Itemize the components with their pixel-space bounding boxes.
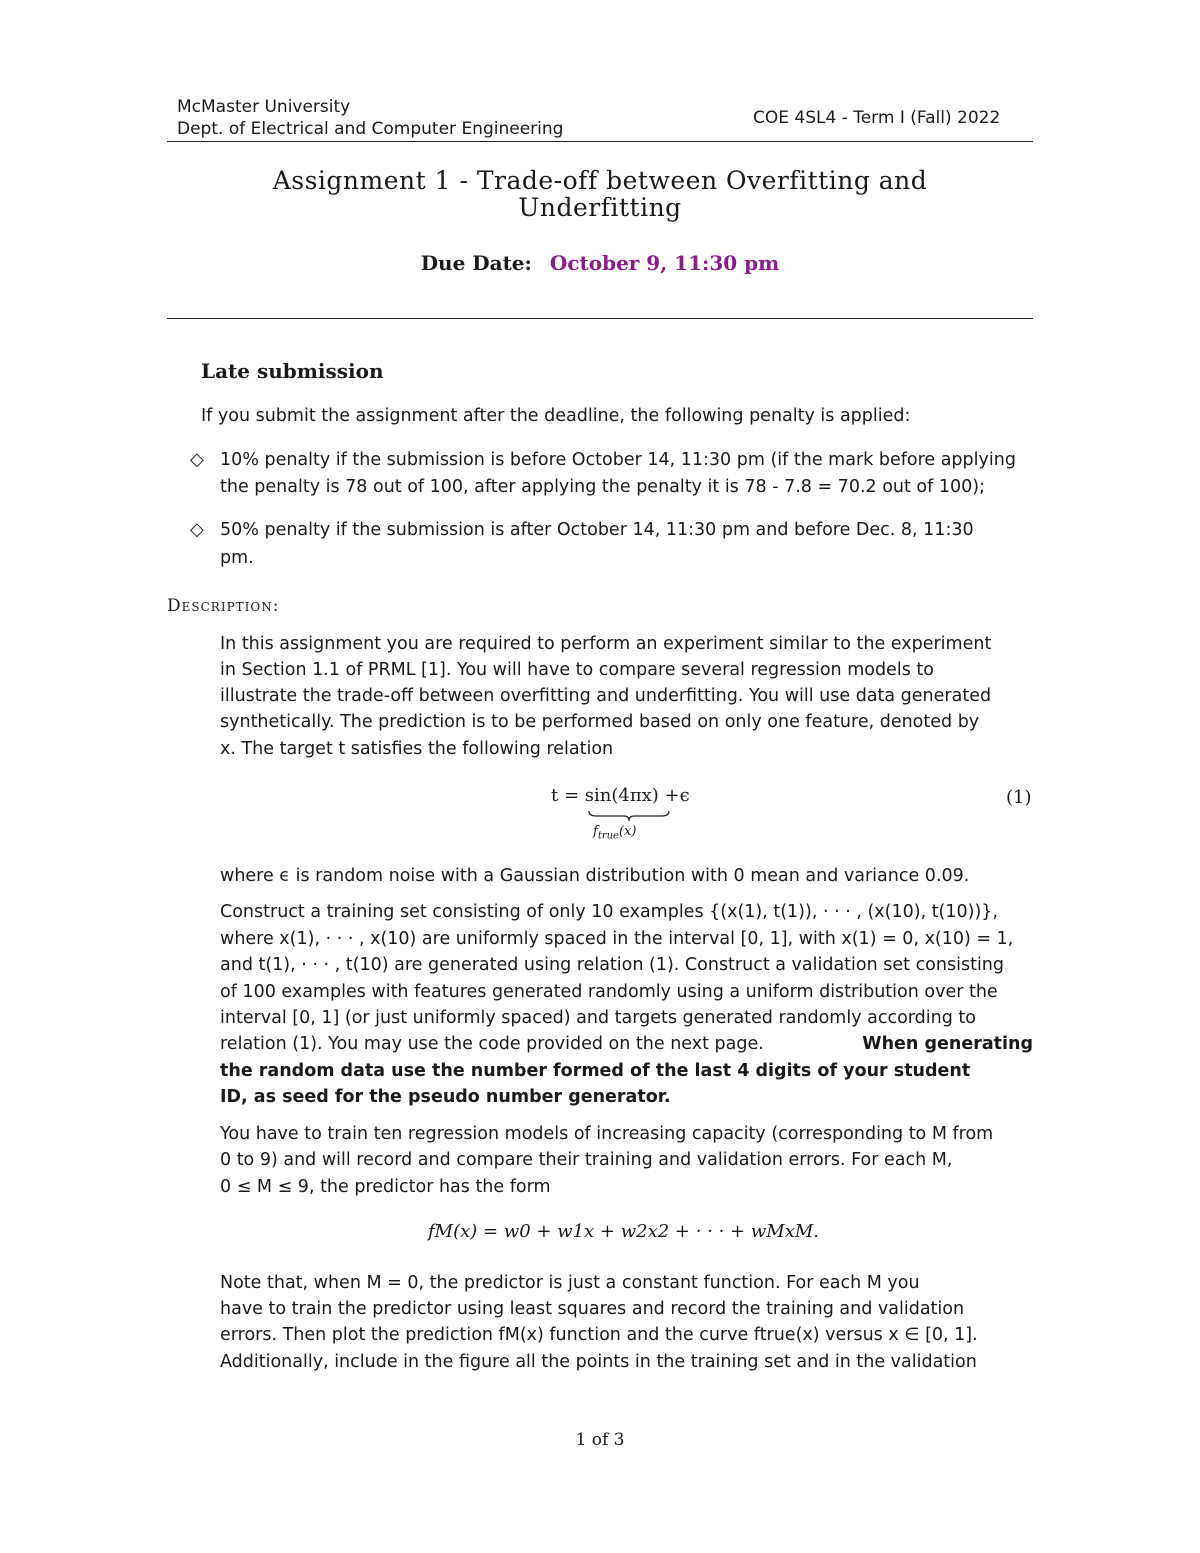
bullet-diamond-icon: ◇ (190, 519, 204, 540)
bullet2-line2: pm. (220, 548, 254, 568)
department-name: Dept. of Electrical and Computer Engineering (177, 119, 564, 139)
underbrace (588, 809, 670, 823)
desc-p3-line2: where x(1), · · · , x(10) are uniformly spaced in the interval [0, 1], with x(1) = 0, x(10) = 1, (220, 929, 1014, 949)
desc-p1-line5: x. The target t satisfies the following relation (220, 739, 614, 759)
equation-1: t = sin(4πx) +ϵ (551, 785, 690, 806)
assignment-title-line1: Assignment 1 - Trade-off between Overfitting and (272, 166, 928, 195)
desc-p3-line6: relation (1). You may use the code provided on the next page. When generating (220, 1034, 1033, 1054)
equation-1-underbrace-label: $f_{true}(x)$ (593, 824, 637, 842)
desc-p3-line8: ID, as seed for the pseudo number generator. (220, 1087, 671, 1107)
assignment-title-line2: Underfitting (518, 193, 682, 222)
title-rule (167, 318, 1033, 319)
description-heading: Description: (167, 596, 280, 616)
desc-p5-line1: Note that, when M = 0, the predictor is just a constant function. For each M you (220, 1273, 920, 1293)
late-intro: If you submit the assignment after the deadline, the following penalty is applied: (201, 406, 911, 426)
due-date-line (167, 251, 1033, 275)
bullet1-line2: the penalty is 78 out of 100, after applying the penalty it is 78 - 7.8 = 70.2 out of 100); (220, 477, 985, 497)
late-submission-heading: Late submission (201, 359, 384, 383)
desc-p4-line2: 0 to 9) and will record and compare their training and validation errors. For each M, (220, 1150, 953, 1170)
desc-p2: where ϵ is random noise with a Gaussian distribution with 0 mean and variance 0.09. (220, 866, 970, 886)
page-number: 1 of 3 (575, 1430, 625, 1450)
desc-p1-line3: illustrate the trade-off between overfitting and underfitting. You will use data generated (220, 686, 992, 706)
desc-p3-line4: of 100 examples with features generated randomly using a uniform distribution over the (220, 982, 998, 1002)
course-code: COE 4SL4 - Term I (Fall) 2022 (753, 108, 1001, 128)
desc-p3-line3: and t(1), · · · , t(10) are generated using relation (1). Construct a validation set consisting (220, 955, 1005, 975)
bullet2-line1: 50% penalty if the submission is after October 14, 11:30 pm and before Dec. 8, 11:30 (220, 520, 974, 540)
due-date-label: Due Date: (420, 251, 532, 275)
desc-p1-line2: in Section 1.1 of PRML [1]. You will have to compare several regression models to (220, 660, 934, 680)
header-rule (167, 141, 1033, 142)
desc-p3-line5: interval [0, 1] (or just uniformly spaced) and targets generated randomly according to (220, 1008, 976, 1028)
university-name: McMaster University (177, 97, 351, 117)
desc-p4-line1: You have to train ten regression models of increasing capacity (corresponding to M from (220, 1124, 994, 1144)
due-date-value: October 9, 11:30 pm (549, 251, 780, 275)
desc-p1-line4: synthetically. The prediction is to be performed based on only one feature, denoted by (220, 712, 980, 732)
bullet-diamond-icon: ◇ (190, 449, 204, 470)
desc-p5-line4: Additionally, include in the figure all the points in the training set and in the validation (220, 1352, 977, 1372)
desc-p5-line2: have to train the predictor using least squares and record the training and validation (220, 1299, 965, 1319)
desc-p5-line3: errors. Then plot the prediction fM(x) function and the curve ftrue(x) versus x ∈ [0, 1]. (220, 1325, 978, 1345)
desc-p1-line1: In this assignment you are required to perform an experiment similar to the experiment (220, 634, 992, 654)
bullet1-line1: 10% penalty if the submission is before October 14, 11:30 pm (if the mark before applying (220, 450, 1016, 470)
equation-2: fM(x) = w0 + w1x + w2x2 + · · · + wMxM. (428, 1221, 819, 1242)
desc-p3-line1: Construct a training set consisting of only 10 examples {(x(1), t(1)), · · · , (x(10), t(10))}, (220, 902, 999, 922)
desc-p3-line7: the random data use the number formed of the last 4 digits of your student (220, 1061, 971, 1081)
desc-p4-line3: 0 ≤ M ≤ 9, the predictor has the form (220, 1177, 551, 1197)
equation-1-number: (1) (1006, 787, 1032, 808)
